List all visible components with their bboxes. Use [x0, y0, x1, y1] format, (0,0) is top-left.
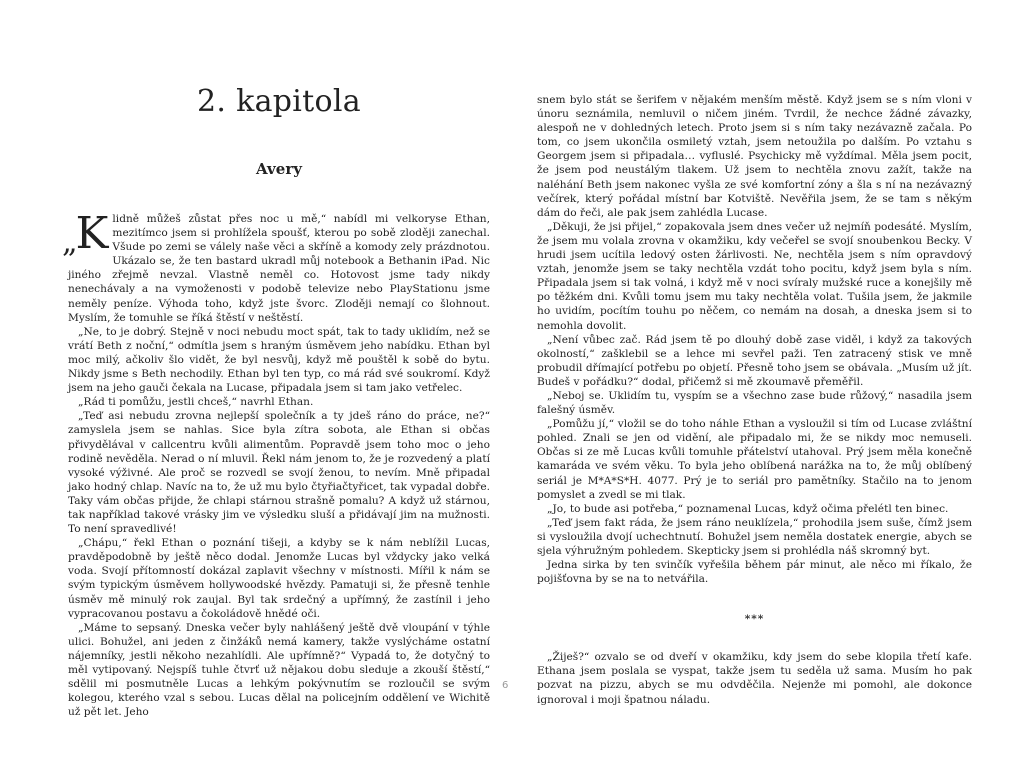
first-paragraph-text: lidně můžeš zůstat přes noc u mě,“ nabídl mi velkoryse Ethan, mezitímco jsem si prohlížela spoušť, kterou po sobě zloději zanechal. Všude po zemi se válely naše věci a skříně a komody zely prázdnotou. Ukázalo se, že ten bastard ukradl můj notebook a Bethanin iPad. Nic jiného zřejmě nevzal. Vlastně neměl co. Hotovost jsme tady nikdy nenechávaly a na vymoženosti v podobě televize nebo PlayStationu jsme neměly peníze. Výhoda toho, když jste švorc. Zloději nemají co šlohnout. Myslím, že tomuhle se říká štěstí v neštěstí. — [68, 213, 490, 324]
paragraph: snem bylo stát se šerifem v nějakém menším městě. Když jsem se s ním vloni v únoru seznámila, nemluvil o ničem jiném. Tvrdil, že nechce žádné závazky, alespoň ne v dohledných letech. Proto jsem si s ním taky nezávazně začala. Po tom, co jsem ukončila osmiletý vztah, jsem netoužila po dalším. Po vztahu s Georgem jsem si připadala… vyfluslé. Psychicky mě vyždímal. Měla jsem pocit, že jsem pod neustálým tlakem. Už jsem to nechtěla znovu zažít, takže na naléhání Beth jsem nakonec vyšla ze své komfortní zóny a šla s ní na nezávazný večírek, který pořádal místní bar Kotviště. Nevěřila jsem, že se tam s někým dám do řeči, ale pak jsem zahlédla Lucase. — [537, 94, 972, 219]
dropcap-quote: „ — [62, 225, 76, 260]
dropcap-letter: K — [75, 208, 109, 259]
paragraph: „Teď jsem fakt ráda, že jsem ráno neuklízela,“ prohodila jsem suše, čímž jsem si vysloužila dvojí uchechtnutí. Bohužel jsem neměla dostatek energie, abych se sjela výhružným pohledem. Skepticky jsem si prohlédla náš skromný byt. — [537, 516, 972, 557]
page-number: 6 — [502, 680, 509, 691]
paragraph: „Chápu,“ řekl Ethan o poznání tišeji, a kdyby se k nám neblížil Lucas, pravděpodobně by ještě něco dodal. Jenomže Lucas byl vždycky jako velká voda. Svojí přítomností dokázal zaplavit všechny v místnosti. Mířil k nám se svým typickým úsměvem hollywoodské hvězdy. Pamatuji si, že přesně tenhle úsměv mě minulý rok zaujal. Byl tak srdečný a upřímný, že zastínil i jeho vypracovanou postavu a čokoládově hnědé oči. — [68, 537, 490, 620]
paragraph: „Ne, to je dobrý. Stejně v noci nebudu moct spát, tak to tady uklidím, než se vrátí Beth z noční,“ odmítla jsem s hraným úsměvem jeho nabídku. Ethan byl moc milý, ačkoliv šlo vidět, že byl nesvůj, když mě pouštěl k sobě do bytu. Nikdy jsme s Beth nechodily. Ethan byl ten typ, co má rád své soukromí. Když jsem na jeho gauči čekala na Lucase, připadala jsem si tam jako vetřelec. — [68, 325, 490, 395]
first-paragraph — [62, 208, 490, 325]
chapter-title: 2. kapitola — [197, 84, 361, 119]
right-page — [537, 93, 972, 707]
paragraph: „Není vůbec zač. Rád jsem tě po dlouhý době zase viděl, i když za takových okolností,“ zašklebil se a lehce mi sevřel paži. Ten zatracený stisk ve mně probudil dřímající potřebu po objetí. Přesně toho jsem se obávala. „Musím už jít. Budeš v pořádku?“ dodal, přičemž si mě zkoumavě přeměřil. — [537, 333, 972, 388]
paragraph: „Neboj se. Uklidím tu, vyspím se a všechno zase bude růžový,“ nasadila jsem falešný úsměv. — [537, 389, 972, 417]
paragraph: „Máme to sepsaný. Dneska večer byly nahlášený ještě dvě vloupání v týhle ulici. Bohužel, ani jeden z činžáků nemá kamery, takže vyslýcháme ostatní nájemníky, jestli někoho nezahlídli. Ale upřímně?“ Vypadá to, že dotyčný to měl vytipovaný. Nejspíš tuhle čtvrť už nějakou dobu sleduje a zkouší štěstí,“ sdělil mi posmutněle Lucas a lehkým pokývnutím se rozloučil se svým kolegou, kterého vzal s sebou. Lucas dělal na policejním oddělení ve Wichitě už pět let. Jeho — [68, 621, 490, 719]
paragraph: „Jo, to bude asi potřeba,“ poznamenal Lucas, když očima přelétl ten binec. — [547, 502, 949, 515]
chapter-subtitle: Avery — [256, 160, 302, 178]
dropcap — [62, 208, 109, 262]
scene-separator: *** — [744, 613, 765, 626]
paragraph: Jedna sirka by ten svinčík vyřešila během pár minut, ale něco mi říkalo, že pojišťovna by se na to netvářila. — [537, 559, 972, 586]
paragraph: „Teď asi nebudu zrovna nejlepší společník a ty jdeš ráno do práce, ne?“ zamyslela jsem se nahlas. Sice byla zítra sobota, ale Ethan si občas přivydělával v callcentru kvůli alimentům. Popravdě jsem toho moc o jeho rodině nevěděla. Nerad o ní mluvil. Řekl nám jenom to, že je rozvedený a platí vysoké výživné. Ale proč se rozvedl se svojí ženou, to nevím. Mně připadal jako hodný chlap. Navíc na to, že už mu bylo čtyřiačtyřicet, tak vypadal dobře. Taky vám občas přijde, že chlapi stárnou strašně pomalu? A když už stárnou, tak například takové vrásky jim ve výsledku sluší a přidávají jim na mužnosti. To není spravedlivé! — [68, 410, 490, 536]
paragraph: „Žiješ?“ ozvalo se od dveří v okamžiku, kdy jsem do sebe klopila třetí kafe. Ethana jsem poslala se vyspat, takže jsem tu seděla už sama. Musím ho pak pozvat na pizzu, abych se mu odvděčila. Nejenže mi pomohl, ale dokonce ignoroval i moji špatnou náladu. — [537, 651, 972, 706]
left-body-text — [62, 208, 490, 719]
paragraph: „Děkuji, že jsi přijel,“ zopakovala jsem dnes večer už nejmíň podesáté. Myslím, že jsem mu volala zrovna v okamžiku, kdy večeřel se svojí snoubenkou Becky. V hrudi jsem ucítila ledový osten žárlivosti. Ne, nechtěla jsem s ním opravdový vztah, jenomže jsem se taky nechtěla vzdát toho pocitu, když jsem byla s ním. Připadala jsem si tak volná, i když mě v noci svíraly mužské ruce a konejšily mě po těžkém dni. Kvůli tomu jsem mu taky nechtěla volat. Tušila jsem, že jakmile ho uvidím, pocítím touhu po něčem, co nemám na dosah, a dneska jsem si to nemohla dovolit. — [537, 220, 972, 332]
paragraph: „Rád ti pomůžu, jestli chceš,“ navrhl Ethan. — [78, 396, 314, 409]
paragraph: „Pomůžu jí,“ vložil se do toho náhle Ethan a vysloužil si tím od Lucase zvláštní pohled. Znali se jen od vidění, ale připadalo mi, že se nikdy moc nemuseli. Občas si ze mě Lucas kvůli tomuhle přátelství utahoval. Prý jsem měla konečně kamaráda ve svém věku. To byla jeho oblíbená narážka na to, že můj oblíbený seriál je M*A*S*H. 4077. Prý je to seriál pro pamětníky. Stačilo na to jenom pomyslet a zvedl se mi tlak. — [537, 418, 972, 501]
